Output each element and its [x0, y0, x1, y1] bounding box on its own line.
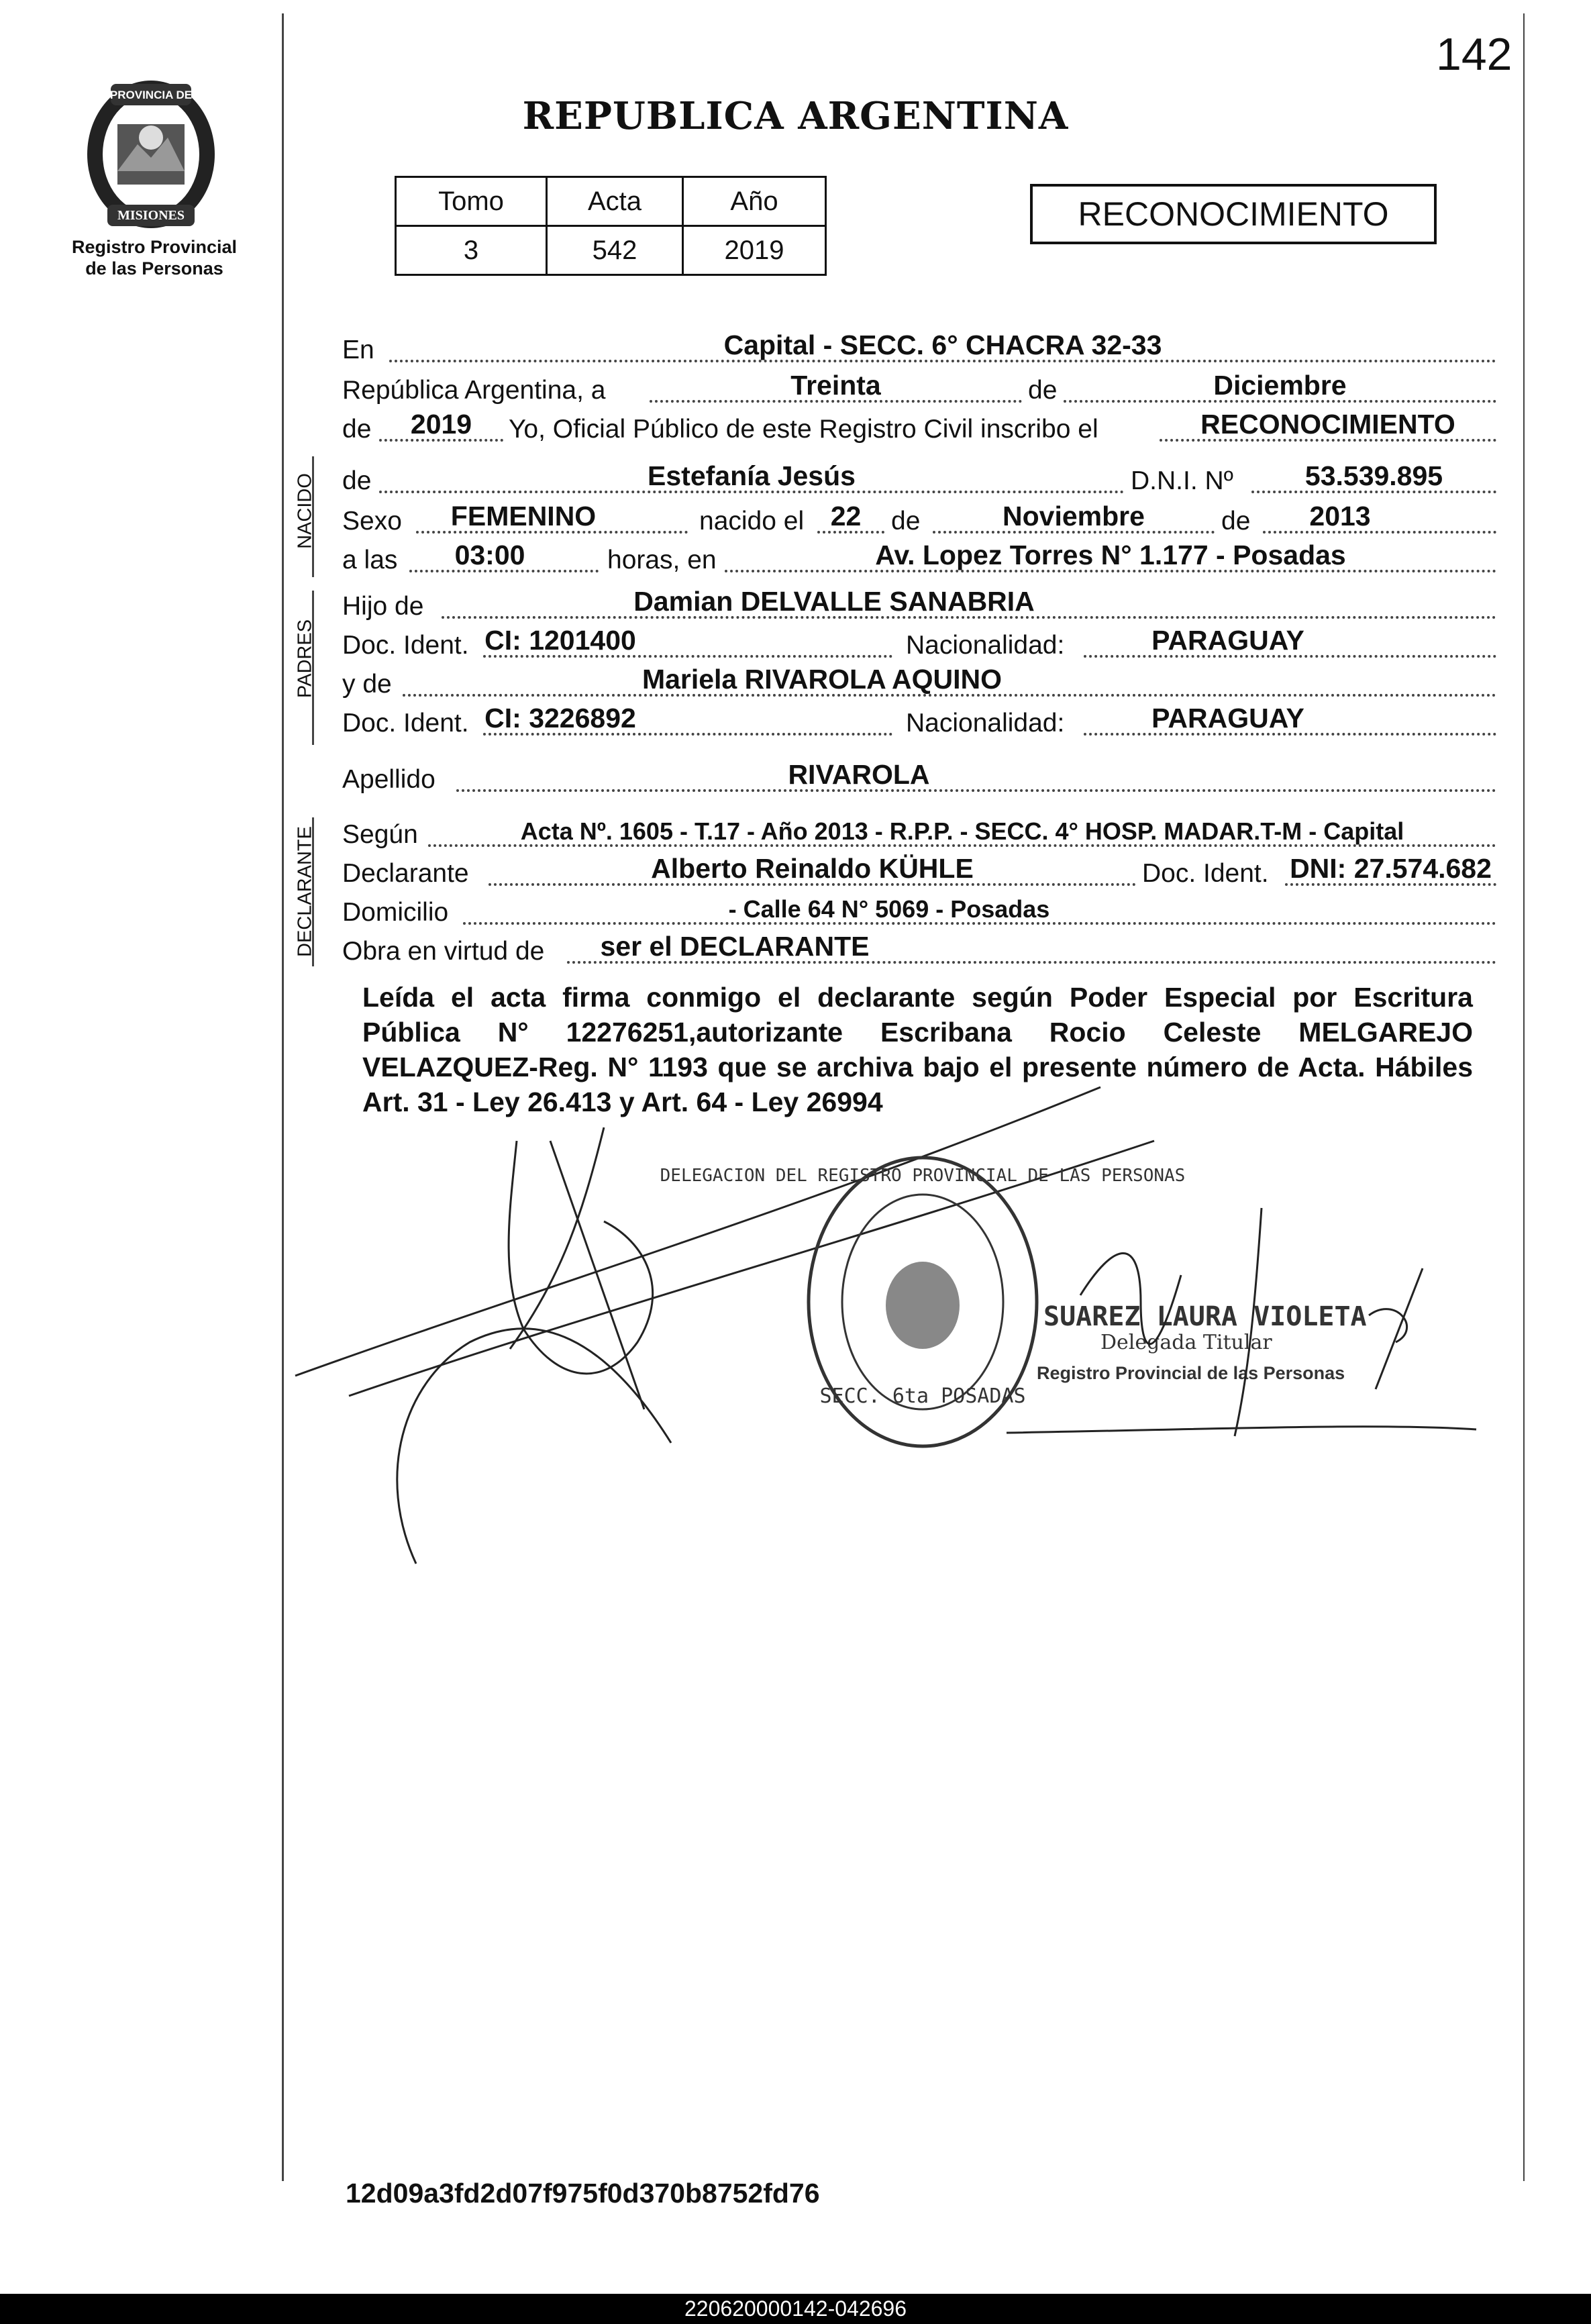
- label-yo: Yo, Oficial Público de este Registro Civil inscribo el: [509, 415, 1098, 444]
- label-domicilio: Domicilio: [342, 898, 449, 927]
- label-declarante: Declarante: [342, 859, 469, 888]
- label-apellido: Apellido: [342, 765, 435, 794]
- side-label-declarante: DECLARANTE: [294, 826, 316, 957]
- official-org: Registro Provincial de las Personas: [1037, 1363, 1345, 1383]
- value-hora: 03:00: [454, 540, 525, 570]
- label-dni: D.N.I. Nº: [1131, 466, 1233, 495]
- value-nombre: Estefanía Jesús: [648, 460, 856, 491]
- label-nacionalidad-2: Nacionalidad:: [906, 709, 1065, 738]
- label-obra: Obra en virtud de: [342, 937, 545, 966]
- label-segun: Según: [342, 820, 418, 849]
- stamp-ring-text: DELEGACION DEL REGISTRO PROVINCIAL DE LAS PERSONAS: [660, 1166, 1186, 1186]
- value-madre-nac: PARAGUAY: [1151, 703, 1304, 734]
- value-apellido: RIVAROLA: [788, 759, 930, 790]
- value-acto: RECONOCIMIENTO: [1200, 409, 1455, 440]
- value-nac-mes: Noviembre: [1003, 501, 1145, 532]
- declarant-signature: [295, 1087, 1154, 1564]
- label-republica: República Argentina, a: [342, 376, 606, 405]
- anio-value: 2019: [683, 226, 826, 275]
- value-lugar: Capital - SECC. 6° CHACRA 32-33: [723, 330, 1162, 360]
- logo-text-bottom: MISIONES: [117, 208, 185, 223]
- document-hash: 12d09a3fd2d07f975f0d370b8752fd76: [346, 2178, 820, 2209]
- act-type-box: RECONOCIMIENTO: [1030, 184, 1437, 244]
- value-dia: Treinta: [790, 370, 881, 401]
- value-domicilio: - Calle 64 N° 5069 - Posadas: [728, 895, 1050, 923]
- side-label-nacido: NACIDO: [294, 473, 316, 549]
- footer-id-bar: 220620000142-042696: [0, 2294, 1591, 2324]
- label-de-anio: de: [342, 415, 372, 444]
- page-number: 142: [1436, 29, 1512, 80]
- closing-paragraph: Leída el acta firma conmigo el declarante según Poder Especial por Escritura Pública N° 12276251,autorizante Escribana Rocio Celeste MELGAREJO VELAZQUEZ-Reg. N° 1193 que se archiva bajo el presente número de Acta. Hábiles Art. 31 - Ley 26.413 y Art. 64 - Ley 26994: [362, 982, 1473, 1117]
- label-nacido-el: nacido el: [699, 507, 805, 536]
- value-obra: ser el DECLARANTE: [600, 931, 870, 962]
- label-de-nac-anio: de: [1221, 507, 1251, 536]
- label-hijo-de: Hijo de: [342, 592, 424, 621]
- label-a-las: a las: [342, 546, 398, 574]
- stamp-inner-text: SECC. 6ta POSADAS: [819, 1384, 1026, 1408]
- label-de-nombre: de: [342, 466, 372, 495]
- value-declarante-doc: DNI: 27.574.682: [1290, 853, 1492, 884]
- value-padre-doc: CI: 1201400: [484, 625, 636, 656]
- anio-header: Año: [683, 177, 826, 226]
- official-name-stamp: [1037, 1301, 1367, 1383]
- label-en: En: [342, 336, 374, 364]
- value-sexo: FEMENINO: [450, 501, 597, 532]
- value-mes: Diciembre: [1213, 370, 1347, 401]
- label-doc-ident-1: Doc. Ident.: [342, 631, 469, 660]
- tomo-header: Tomo: [396, 177, 547, 226]
- value-padre-nac: PARAGUAY: [1151, 625, 1304, 656]
- value-dni: 53.539.895: [1304, 460, 1443, 491]
- label-de-nac-mes: de: [891, 507, 921, 536]
- label-doc-ident-2: Doc. Ident.: [342, 709, 469, 738]
- value-madre-doc: CI: 3226892: [484, 703, 636, 734]
- acta-value: 542: [547, 226, 683, 275]
- label-nacionalidad-1: Nacionalidad:: [906, 631, 1065, 660]
- logo-text-top: PROVINCIA DE: [109, 89, 193, 101]
- value-lugar-nac: Av. Lopez Torres N° 1.177 - Posadas: [875, 540, 1346, 570]
- label-horas-en: horas, en: [607, 546, 717, 574]
- side-label-padres: PADRES: [294, 619, 316, 699]
- value-madre: Mariela RIVAROLA AQUINO: [641, 664, 1003, 695]
- value-segun: Acta Nº. 1605 - T.17 - Año 2013 - R.P.P. - SECC. 4° HOSP. MADAR.T-M - Capital: [520, 817, 1404, 845]
- value-nac-anio: 2013: [1309, 501, 1371, 532]
- label-sexo: Sexo: [342, 507, 402, 536]
- label-de-mes: de: [1028, 376, 1058, 405]
- value-padre: Damian DELVALLE SANABRIA: [633, 586, 1035, 617]
- value-declarante: Alberto Reinaldo KÜHLE: [651, 853, 974, 884]
- org-name-line2: de las Personas: [85, 258, 223, 279]
- value-nac-dia: 22: [830, 501, 862, 532]
- official-role: Delegada Titular: [1100, 1331, 1272, 1354]
- org-name-line1: Registro Provincial: [71, 237, 238, 257]
- value-anio: 2019: [410, 409, 472, 440]
- label-y-de: y de: [342, 670, 392, 699]
- acta-header: Acta: [547, 177, 683, 226]
- label-doc-ident-decl: Doc. Ident.: [1142, 859, 1269, 888]
- document-title: REPUBLICA ARGENTINA: [522, 94, 1069, 138]
- tomo-value: 3: [396, 226, 547, 275]
- official-name: SUAREZ LAURA VIOLETA: [1043, 1301, 1367, 1332]
